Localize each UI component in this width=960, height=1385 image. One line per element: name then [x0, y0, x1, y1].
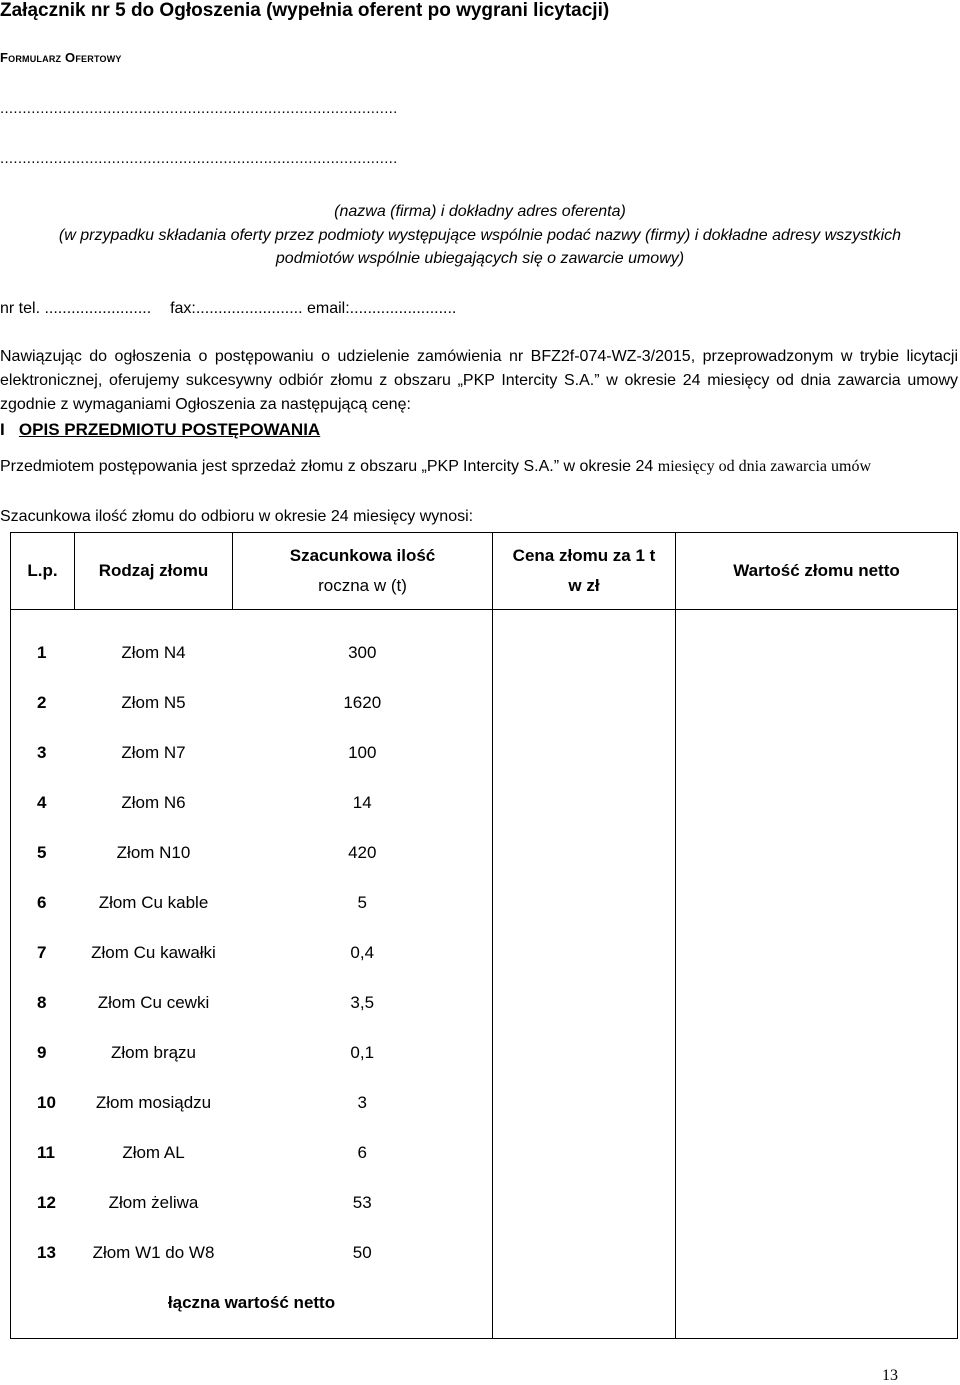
row-scrap-type: Złom W1 do W8: [92, 1243, 215, 1262]
row-number: 12: [11, 1178, 75, 1228]
header-price-line-1: Cena złomu za 1 t: [512, 546, 656, 565]
row-quantity: 0,1: [350, 1043, 375, 1062]
row-number: 8: [11, 978, 75, 1028]
subject-paragraph: [0, 455, 958, 479]
form-label: Formularz Ofertowy: [0, 50, 122, 65]
offer-table: [10, 532, 958, 1339]
header-qty-line-2: roczna w (t): [318, 576, 407, 595]
contact-line: [0, 300, 456, 318]
header-value: Wartość złomu netto: [676, 533, 958, 610]
table-row: [11, 610, 958, 679]
header-price-line-2: w zł: [568, 576, 600, 595]
row-quantity: 3: [357, 1093, 367, 1112]
joint-bidders-caption-1: (w przypadku składania oferty przez podmioty występujące wspólnie podać nazwy (firmy) i dokładne adresy wszystkich: [58, 227, 902, 244]
row-quantity: 14: [352, 793, 372, 812]
row-number: 11: [11, 1128, 75, 1178]
row-quantity: 420: [348, 843, 377, 862]
row-scrap-type: Złom Cu kawałki: [91, 943, 216, 962]
row-number: 9: [11, 1028, 75, 1078]
contact-tel: nr tel. ........................: [0, 300, 152, 317]
header-qty: [233, 533, 493, 610]
row-scrap-type: Złom Cu cewki: [97, 993, 210, 1012]
quantity-intro: Szacunkowa ilość złomu do odbioru w okresie 24 miesięcy wynosi:: [0, 508, 474, 525]
row-scrap-type: Złom N10: [116, 843, 191, 862]
header-type: Rodzaj złomu: [75, 533, 233, 610]
bidder-dots-line-1: .........................................................................................: [0, 100, 398, 117]
row-number: 6: [11, 878, 75, 928]
subject-part-2: miesięcy od dnia zawarcia umów: [657, 458, 872, 475]
row-quantity: 6: [357, 1143, 367, 1162]
page-number: 13: [882, 1367, 898, 1384]
row-number: 4: [11, 778, 75, 828]
row-number: 7: [11, 928, 75, 978]
row-number: 3: [11, 728, 75, 778]
subject-part-1: Przedmiotem postępowania jest sprzedaż złomu z obszaru „PKP Intercity S.A.” w okresie 24: [0, 458, 654, 475]
contact-email: email:........................: [307, 300, 457, 317]
section-number: I: [0, 420, 5, 439]
row-quantity: 1620: [343, 693, 382, 712]
offer-paragraph: Nawiązując do ogłoszenia o postępowaniu o udzielenie zamówienia nr BFZ2f-074-WZ-3/2015, przeprowadzonym w trybie licytacji elektronicznej, oferujemy sukcesywny odbiór złomu z obszaru „PKP Intercity S.A.” w okresie 24 miesięcy od dnia zawarcia umowy zgodnie z wymaganiami Ogłoszenia za następującą cenę:: [0, 348, 958, 413]
header-lp: L.p.: [11, 533, 75, 610]
row-number: 5: [11, 828, 75, 878]
row-scrap-type: Złom Cu kable: [98, 893, 209, 912]
row-number: 13: [11, 1228, 75, 1278]
row-quantity: 53: [352, 1193, 372, 1212]
section-title: OPIS PRZEDMIOTU POSTĘPOWANIA: [18, 420, 321, 439]
row-number: 10: [11, 1078, 75, 1128]
row-quantity: 50: [352, 1243, 372, 1262]
row-scrap-type: Złom N6: [121, 793, 186, 812]
value-column-cell: [676, 610, 958, 1339]
bidder-name-caption: (nazwa (firma) i dokładny adres oferenta): [334, 203, 626, 220]
row-quantity: 300: [348, 643, 377, 662]
row-number: 2: [11, 678, 75, 728]
joint-bidders-caption-2: podmiotów wspólnie ubiegających się o zawarcie umowy): [275, 250, 685, 267]
row-scrap-type: Złom N4: [121, 643, 186, 662]
row-scrap-type: Złom AL: [122, 1143, 185, 1162]
table-header-row: [11, 533, 958, 610]
contact-fax: fax:........................: [170, 300, 303, 317]
row-number: 1: [11, 610, 75, 679]
row-scrap-type: Złom mosiądzu: [95, 1093, 212, 1112]
header-qty-line-1: Szacunkowa ilość: [289, 546, 436, 565]
row-scrap-type: Złom żeliwa: [108, 1193, 199, 1212]
row-quantity: 3,5: [350, 993, 375, 1012]
row-quantity: 100: [348, 743, 377, 762]
section-heading: [0, 420, 320, 440]
row-quantity: 5: [357, 893, 367, 912]
row-scrap-type: Złom brązu: [110, 1043, 197, 1062]
price-column-cell: [493, 610, 676, 1339]
document-title: Załącznik nr 5 do Ogłoszenia (wypełnia oferent po wygrani licytacji): [0, 0, 610, 21]
bidder-dots-line-2: .........................................................................................: [0, 150, 398, 167]
total-label: łączna wartość netto: [11, 1278, 493, 1339]
header-price: [493, 533, 676, 610]
row-quantity: 0,4: [350, 943, 375, 962]
row-scrap-type: Złom N5: [121, 693, 186, 712]
row-scrap-type: Złom N7: [121, 743, 186, 762]
